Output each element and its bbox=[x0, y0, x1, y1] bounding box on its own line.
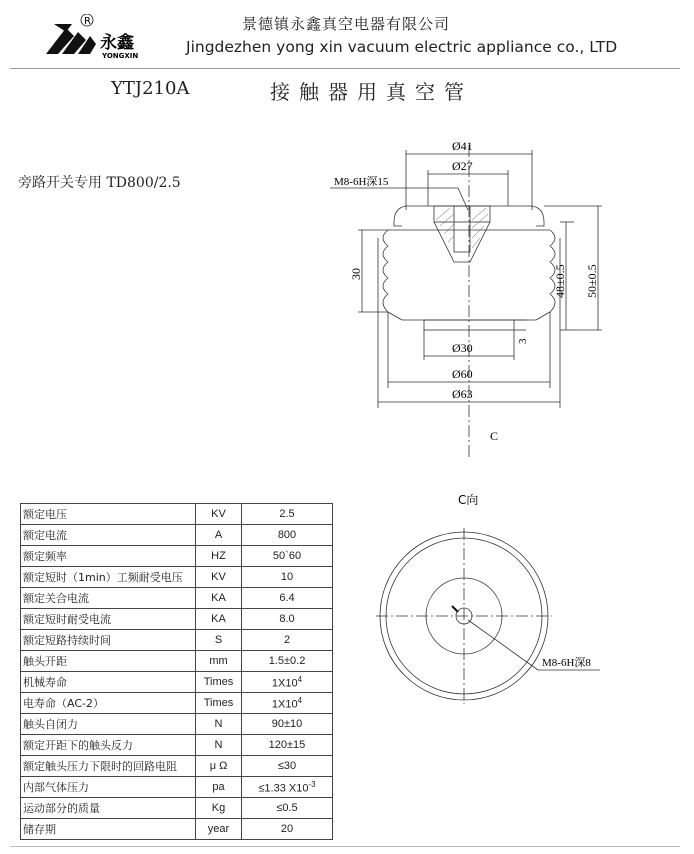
logo-text: 永鑫 bbox=[100, 33, 134, 53]
product-title: 接触器用真空管 bbox=[270, 80, 473, 104]
registered-mark: R bbox=[84, 16, 91, 27]
spec-value bbox=[242, 630, 333, 651]
side-view-drawing bbox=[330, 130, 630, 460]
spec-value-exponent: 4 bbox=[297, 695, 303, 705]
spec-value bbox=[242, 567, 333, 588]
spec-unit: KV bbox=[196, 504, 242, 525]
spec-unit: A bbox=[196, 525, 242, 546]
spec-row bbox=[21, 672, 333, 693]
spec-value bbox=[242, 798, 333, 819]
spec-row bbox=[21, 630, 333, 651]
spec-row bbox=[21, 798, 333, 819]
dim-d41: Ø41 bbox=[452, 139, 473, 153]
header-divider bbox=[10, 68, 680, 69]
spec-value-text: ≤30 bbox=[277, 760, 297, 772]
spec-param: 额定短时（1min）工频耐受电压 bbox=[21, 567, 196, 588]
spec-param: 内部气体压力 bbox=[21, 777, 196, 798]
spec-value-text: 90±10 bbox=[271, 718, 303, 730]
spec-unit: μ Ω bbox=[196, 756, 242, 777]
spec-value-text: 10 bbox=[280, 571, 294, 583]
spec-row bbox=[21, 525, 333, 546]
spec-param: 储存期 bbox=[21, 819, 196, 840]
spec-row bbox=[21, 651, 333, 672]
spec-value bbox=[242, 756, 333, 777]
view-arrow-label: C bbox=[490, 429, 499, 443]
spec-value-text: 1X10 bbox=[271, 698, 298, 711]
footer-divider bbox=[10, 846, 680, 847]
spec-param: 额定短路持续时间 bbox=[21, 630, 196, 651]
spec-value bbox=[242, 588, 333, 609]
spec-value-text: 8.0 bbox=[279, 613, 295, 625]
usage-note: 旁路开关专用 TD800/2.5 bbox=[18, 175, 181, 191]
spec-value-exponent: 4 bbox=[297, 674, 303, 684]
spec-value bbox=[242, 714, 333, 735]
spec-row bbox=[21, 714, 333, 735]
spec-row bbox=[21, 546, 333, 567]
spec-unit: HZ bbox=[196, 546, 242, 567]
spec-value bbox=[242, 672, 333, 693]
spec-value bbox=[242, 651, 333, 672]
dim-d27: Ø27 bbox=[452, 159, 473, 173]
spec-param: 额定频率 bbox=[21, 546, 196, 567]
spec-value bbox=[242, 525, 333, 546]
spec-param: 额定开距下的触头反力 bbox=[21, 735, 196, 756]
spec-param: 电寿命（AC-2） bbox=[21, 693, 196, 714]
spec-value-text: 20 bbox=[280, 823, 294, 835]
company-name-cn: 景德镇永鑫真空电器有限公司 bbox=[242, 15, 451, 33]
spec-value-text: 120±15 bbox=[268, 739, 306, 751]
spec-row bbox=[21, 609, 333, 630]
spec-unit: Times bbox=[196, 693, 242, 714]
spec-value bbox=[242, 777, 333, 798]
spec-value-text: 6.4 bbox=[279, 592, 295, 604]
spec-unit: Times bbox=[196, 672, 242, 693]
company-logo bbox=[44, 14, 164, 60]
dim-d63: Ø63 bbox=[452, 387, 473, 401]
dim-d30: Ø30 bbox=[452, 341, 473, 355]
spec-row bbox=[21, 735, 333, 756]
spec-param: 触头自闭力 bbox=[21, 714, 196, 735]
spec-table bbox=[20, 503, 333, 840]
spec-row bbox=[21, 567, 333, 588]
spec-value-text: 2.5 bbox=[279, 508, 295, 520]
spec-value-exponent: -3 bbox=[308, 779, 316, 789]
spec-row bbox=[21, 819, 333, 840]
spec-row bbox=[21, 504, 333, 525]
spec-unit: KA bbox=[196, 588, 242, 609]
spec-param: 额定短时耐受电流 bbox=[21, 609, 196, 630]
c-view-drawing bbox=[370, 488, 610, 718]
spec-value-text: 50`60 bbox=[272, 550, 302, 562]
dim-h48: 48±0.5 bbox=[553, 264, 567, 298]
spec-param: 运动部分的质量 bbox=[21, 798, 196, 819]
spec-value-text: 1.5±0.2 bbox=[268, 655, 306, 667]
dim-d60: Ø60 bbox=[452, 367, 473, 381]
spec-value-text: ≤1.33 X10 bbox=[258, 782, 309, 795]
spec-value-text: ≤0.5 bbox=[276, 802, 298, 814]
spec-unit: Kg bbox=[196, 798, 242, 819]
dim-thread: M8-6H深15 bbox=[334, 176, 389, 188]
dim-h3: 3 bbox=[517, 338, 529, 344]
spec-row bbox=[21, 588, 333, 609]
spec-unit: mm bbox=[196, 651, 242, 672]
logo-subtext: YONGXIN bbox=[102, 52, 139, 60]
spec-param: 机械寿命 bbox=[21, 672, 196, 693]
spec-unit: N bbox=[196, 735, 242, 756]
spec-param: 额定触头压力下限时的回路电阻 bbox=[21, 756, 196, 777]
spec-row bbox=[21, 693, 333, 714]
spec-value-text: 2 bbox=[283, 634, 291, 646]
spec-row bbox=[21, 777, 333, 798]
dim-h30: 30 bbox=[349, 268, 363, 280]
spec-row bbox=[21, 756, 333, 777]
spec-value bbox=[242, 735, 333, 756]
spec-unit: KV bbox=[196, 567, 242, 588]
spec-unit: pa bbox=[196, 777, 242, 798]
spec-value bbox=[242, 819, 333, 840]
spec-unit: year bbox=[196, 819, 242, 840]
spec-value-text: 800 bbox=[277, 529, 297, 541]
logo-mark-icon bbox=[46, 24, 96, 54]
spec-value-text: 1X10 bbox=[271, 677, 298, 690]
c-view-title: C向 bbox=[458, 493, 479, 507]
spec-param: 额定关合电流 bbox=[21, 588, 196, 609]
spec-param: 额定电压 bbox=[21, 504, 196, 525]
dim-h50: 50±0.5 bbox=[585, 264, 599, 298]
spec-value bbox=[242, 546, 333, 567]
spec-value bbox=[242, 693, 333, 714]
c-view-thread-label: M8-6H深8 bbox=[542, 657, 591, 669]
spec-unit: KA bbox=[196, 609, 242, 630]
spec-unit: S bbox=[196, 630, 242, 651]
company-name-en: Jingdezhen yong xin vacuum electric appliance co., LTD bbox=[186, 38, 618, 56]
spec-param: 额定电流 bbox=[21, 525, 196, 546]
spec-value bbox=[242, 609, 333, 630]
spec-unit: N bbox=[196, 714, 242, 735]
spec-value bbox=[242, 504, 333, 525]
model-number: YTJ210A bbox=[111, 78, 190, 99]
spec-param: 触头开距 bbox=[21, 651, 196, 672]
